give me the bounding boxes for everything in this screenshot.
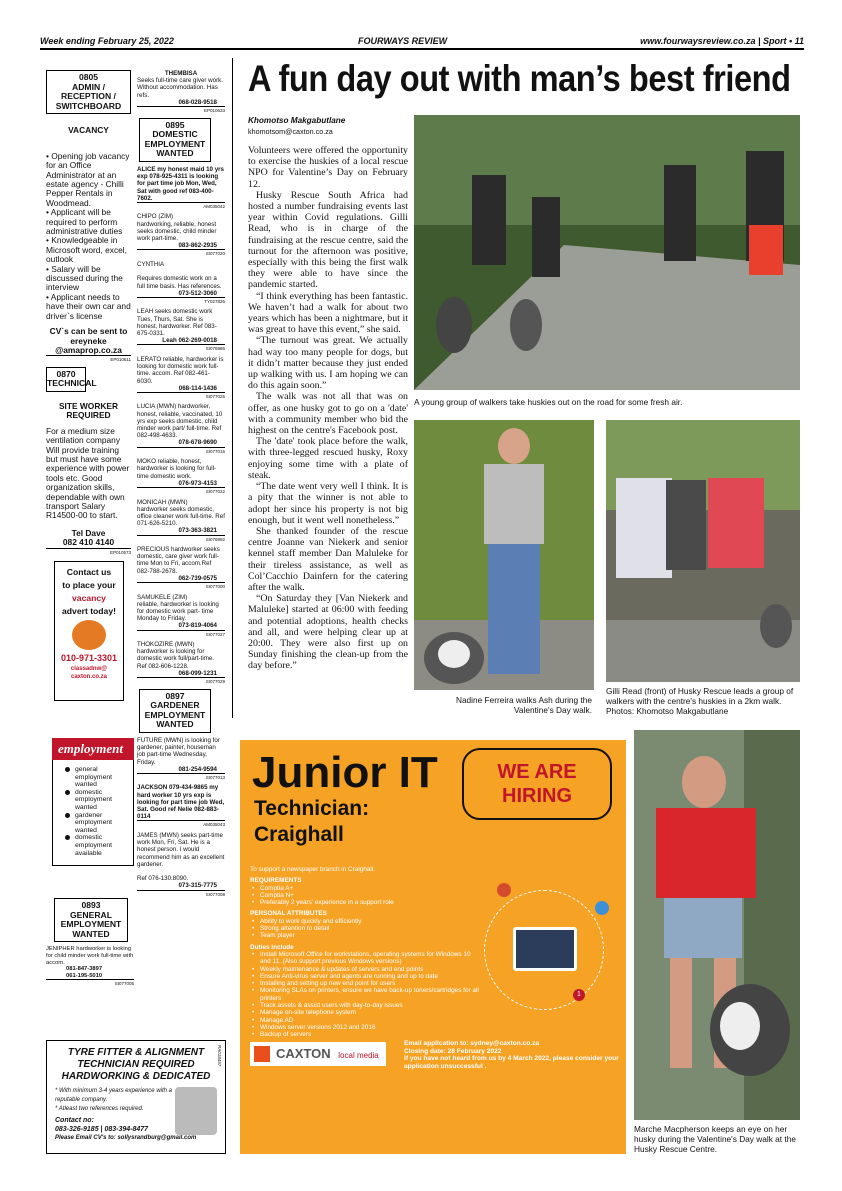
contact-email[interactable]: classadnw@ caxton.co.za	[70, 666, 108, 681]
requirement: • Comptia N+	[250, 892, 480, 899]
article-body	[248, 145, 408, 672]
classified-ad	[137, 832, 225, 897]
contact-box	[54, 561, 124, 701]
jenipher-ad: JENIPHER hardworker is looking for child minder work full-time with accom. 081-847-3897 061-195-5010 SI077005	[46, 946, 134, 987]
ad-text: CHIPO (ZIM) hardworking, reliable, honest seeks domestic, child minder work part-time.	[137, 213, 217, 243]
article-paragraph: “The turnout was great. We actually had way too many people for dogs, but it didn’t matter because they just ended up walking with us. I am hoping we can do this again soon.”	[248, 335, 408, 392]
attribute: • Ability to work quickly and efficiently	[250, 918, 480, 925]
publication-name: FOURWAYS REVIEW	[358, 36, 448, 46]
monitor-icon	[513, 927, 577, 971]
vacancy-bullet: • Salary will be discussed during the interview	[46, 263, 123, 293]
classifieds-col-1	[46, 70, 131, 701]
junior-it-ad	[240, 740, 626, 1154]
vacancy-bullet: • Opening job vacancy for an Office Administrator at an estate agency - Chilli Pepper Rentals in Woodmead.	[46, 150, 130, 208]
ad-ref: SI077013	[137, 773, 225, 781]
tyre-email: Please Email CV's to: sollysrandburg@gmail.com	[55, 1135, 197, 1141]
duties-list	[250, 951, 480, 1039]
application-info	[404, 1040, 624, 1070]
vacancy-ad	[46, 126, 131, 362]
ad-ref: SI077020	[137, 249, 225, 257]
ad-text: PRECIOUS hardworker seeks domestic, care giver work full-time Mon to Fri, accom.Ref 082-788-2678.	[137, 546, 220, 575]
gardener-ads	[137, 737, 225, 897]
ad-text: LERATO reliable, hardworker is looking for domestic work full-time. accom. Ref 082-461-6030.	[137, 355, 224, 385]
photo1-caption: A young group of walkers take huskies out on the road for some fresh air.	[414, 397, 683, 407]
ad-phone: Leah 062-269-0018	[162, 337, 217, 345]
site-worker-title: SITE WORKER REQUIRED	[58, 401, 119, 421]
contact-line: advert today!	[62, 606, 116, 617]
page-section: www.fourwaysreview.co.za | Sport • 11	[640, 36, 804, 46]
tyre-contact-label: Contact no:	[55, 1117, 94, 1124]
duty: • Weekly maintenance & updates of servers and end points	[250, 966, 480, 973]
duty: • Monitoring SLAs on printers, ensure we have back-up toners/cartridges for all printers	[250, 987, 480, 1002]
tyre-phones: 083-326-9185 | 083-394-8477	[55, 1126, 149, 1133]
ad-ref: EP010611	[46, 355, 131, 363]
ad-ref: SI077008	[137, 890, 225, 898]
page-header	[40, 36, 804, 50]
ad-phone: 081-254-9594	[178, 765, 217, 773]
vacancy-title: VACANCY	[68, 125, 109, 136]
article-paragraph: “I think everything has been fantastic. We haven’t had a walk for about two years which has been a nightmare, but it was great to have this event,” she said.	[248, 290, 408, 336]
article-paragraph: She thanked founder of the rescue centre Joanne van Niekerk and senior kennel staff member Dan Maluleke for their tireless assistance, as well as Col’Cacchio Dainfern for the catering after the walk.	[248, 525, 408, 593]
classified-ad	[137, 403, 225, 454]
attributes-list	[250, 918, 480, 940]
globe-icon	[595, 901, 609, 915]
ad-text: JAMES (MWN) seeks part-time work Mon, Fri, Sat. He is a honest person. I would recommend him as an excellent gardener. Ref 076-130.8090.	[137, 831, 225, 883]
ad-ref: AM035043	[137, 820, 225, 828]
logo-sub: local media	[338, 1051, 379, 1060]
photo4-caption: Marche Macpherson keeps an eye on her husky during the Valentine's Day walk at the Husky Rescue Centre.	[634, 1124, 796, 1154]
classified-ad	[137, 213, 225, 257]
duty: • Manage AD	[250, 1017, 480, 1024]
ad-text: JACKSON 079-434-9865 my hard worker 10 yrs exp is looking for part time job Wed, Sat. Good ref Nelie 082-883-0114	[137, 784, 225, 821]
photo3-caption: Gilli Read (front) of Husky Rescue leads a group of walkers with the centre's huskies in a 2km walk. Photos: Khomotso Makgabutlane	[606, 686, 794, 716]
classified-ad	[137, 458, 225, 494]
photo-marche-image	[634, 730, 800, 1120]
ad-phone: 073-363-3821	[178, 527, 217, 535]
ad-ref: SI077015	[137, 447, 225, 455]
ad-text: FUTURE (MWN) is looking for gardener, painter, houseman job part-time Wednesday, Friday.	[137, 736, 220, 766]
ad-text: THOKOZIRE (MWN) hardworker is looking for domestic work full/part-time. Ref 082-606-1228.	[137, 641, 215, 670]
ad-phone: 083-862-2935	[178, 242, 217, 250]
ad-title: Junior IT	[252, 748, 438, 797]
domestic-ads	[137, 166, 225, 685]
requirement: • Comptia A+	[250, 885, 480, 892]
mascot-image	[72, 620, 106, 650]
ad-intro: To support a newspaper branch in Craighall.	[250, 866, 376, 873]
ad-ref: SI077025	[137, 392, 225, 400]
photo-gilli-image	[606, 420, 800, 682]
heading-0897: 0897 GARDENER EMPLOYMENT WANTED	[139, 689, 211, 733]
article-paragraph: The walk was not all that was on offer, as one husky got to go on a 'date' with a community member who bid the highest on the centre's Facebook post.	[248, 391, 408, 437]
tyre-line: * With minimum 3-4 years experience with a reputable company.	[55, 1088, 172, 1103]
classified-ad	[137, 546, 225, 590]
tyre-title: TYRE FITTER & ALIGNMENT TECHNICIAN REQUIRED HARDWORKING & DEDICATED	[61, 1047, 211, 1082]
ad-ref: SI077029	[137, 677, 225, 685]
issue-date: Week ending February 25, 2022	[40, 36, 174, 46]
requirements-list	[250, 885, 480, 907]
gear-icon	[497, 883, 511, 897]
duty: • Backup of servers	[250, 1031, 480, 1038]
ad-details	[250, 866, 480, 1039]
classified-ad	[137, 356, 225, 400]
classified-ad	[137, 166, 225, 210]
photo-group-walkers-image	[414, 115, 800, 390]
duties-title: Duties include	[250, 943, 294, 951]
vacancy-cv: CV`s can be sent to ereyneke @amaprop.co.za	[49, 326, 128, 355]
article-paragraph: “The date went very well I think. It is a pity that the winner is not able to adopt her since his property is not big enough, but it went well nonetheless.”	[248, 481, 408, 526]
ad-phone: 073-512-3060	[178, 289, 217, 297]
column-divider	[232, 58, 233, 718]
classifieds-col-2	[137, 70, 225, 897]
attributes-title: PERSONAL ATTRIBUTES	[250, 910, 327, 918]
ad-text: LEAH seeks domestic work Tues, Thurs, Sat. She is honest, hardworker. Ref 083-675-0331.	[137, 308, 217, 338]
heading-0895: 0895 DOMESTIC EMPLOYMENT WANTED	[139, 118, 211, 162]
heading-0805: 0805 ADMIN / RECEPTION / SWITCHBOARD	[46, 70, 131, 114]
attribute: • Team player	[250, 932, 480, 939]
ad-ref: SI077027	[137, 630, 225, 638]
employment-item: general employment wanted	[67, 766, 129, 789]
contact-phone[interactable]: 010-971-3301	[60, 653, 118, 664]
caxton-logo	[250, 1042, 386, 1066]
closing-date: Closing date: 28 February 2022	[404, 1047, 502, 1055]
heading-0870: 0870 TECHNICAL	[46, 367, 86, 392]
classified-ad	[137, 784, 225, 828]
ad-text: MOKO reliable, honest, hardworker is looking for full- time domestic work.	[137, 458, 217, 480]
ad-phone: 068-099-1231	[178, 669, 217, 677]
article-paragraph: “On Saturday they [Van Niekerk and Maluleke] started at 06:00 with feeding and potential adoptions, health checks and all, and were helping clear up at 20:00. They were also first up on Sunday finishing the clean-up from the day before.”	[248, 593, 408, 672]
ad-phone: 062-739-0575	[178, 574, 217, 582]
ad-ref: TY027826	[137, 297, 225, 305]
thembisa-ad: THEMBISA Seeks full-time care giver work. Without accommodation. Has refs. 068-028-9518 EP010633	[137, 70, 225, 114]
photo2-caption: Nadine Ferreira walks Ash during the Valentine's Day walk.	[455, 695, 592, 715]
classified-ad	[137, 594, 225, 638]
employment-list	[52, 760, 134, 866]
ad-ref: SI077022	[137, 487, 225, 495]
ad-ref: SI076986	[137, 344, 225, 352]
duty: • Windows server versions 2012 and 2016	[250, 1024, 480, 1031]
notification-badge: 1	[573, 989, 585, 1001]
article-headline: A fun day out with man’s best friend	[248, 58, 791, 99]
contact-line: Contact us	[66, 567, 112, 578]
classified-ad	[137, 499, 225, 543]
classified-ad	[137, 308, 225, 352]
ad-phone: 078-678-9690	[178, 439, 217, 447]
ad-text: MONICAH (MWN) hardworker seeks domestic, office cleaner work full-time. Ref 071-626-5210.	[137, 498, 225, 528]
vacancy-bullet: • Applicant needs to have their own car and driver`s license	[46, 291, 131, 321]
employment-item: domestic employment wanted	[67, 789, 129, 812]
byline-name: Khomotso Makgabutlane	[248, 116, 346, 125]
caxton-logo-icon	[254, 1046, 270, 1062]
duty: • Installing and setting up new end point for users	[250, 980, 480, 987]
site-worker-ad	[46, 402, 131, 555]
photo-nadine-image	[414, 420, 594, 690]
classified-ad	[137, 261, 225, 305]
email-line[interactable]: Email application to: sydney@caxton.co.za	[404, 1040, 540, 1047]
classified-ad	[137, 737, 225, 781]
employment-item: gardener employment wanted	[67, 812, 129, 835]
tyre-fitter-image	[175, 1087, 217, 1135]
site-worker-contact: Tel Dave 082 410 4140	[62, 527, 115, 548]
ad-ref: EP010573	[46, 548, 131, 556]
tyre-line: * Atleast two references required.	[55, 1106, 144, 1112]
article-paragraph: Husky Rescue South Africa had hosted a number fundraising events last year within Covid regulations. Gilli Read, who is in charge of the fundraising at the rescue centre, said the turnout for the afternoon was positive, especially with this being the first walk they were able to have since the pandemic started.	[248, 189, 408, 291]
heading-0893: 0893 GENERAL EMPLOYMENT WANTED	[54, 898, 128, 942]
ad-text: LUCIA (MWN) hardworker, honest, reliable, vaccinated, 10 yrs exp seeks domestic, child minder work part/ full-time. Ref 082-498-4633.	[137, 403, 223, 440]
vacancy-bullet: • Applicant will be required to perform administrative duties	[46, 207, 123, 237]
photo-marche	[634, 730, 800, 1120]
vacancy-bullet: • Knowledgeable in Microsoft word, excel, outlook	[46, 235, 127, 265]
ad-phone: 076-973-4153	[178, 479, 217, 487]
contact-line: to place your	[62, 580, 116, 591]
general-employment	[46, 898, 134, 987]
ad-text: CYNTHIA Requires domestic work on a full time basis. Has references.	[137, 260, 222, 290]
employment-banner: employment	[52, 738, 134, 760]
duty: • Ensure Anti-virus server and agents are running and up to date	[250, 973, 480, 980]
employment-section	[52, 738, 134, 866]
ad-phone: 073-819-4064	[178, 622, 217, 630]
photo-gilli	[606, 420, 800, 682]
hiring-badge: WE ARE HIRING	[462, 748, 612, 820]
logo-text: CAXTON	[276, 1046, 331, 1061]
ad-text: ALICE my honest maid 10 yrs exp 078-925-4311 is looking for part time job Mon, Wed, Sat with good ref 083-400-7602.	[137, 165, 224, 202]
classified-ad	[137, 641, 225, 685]
ad-phone: 073-315-7775	[178, 882, 217, 890]
requirements-title: REQUIREMENTS	[250, 877, 302, 885]
contact-line: vacancy	[72, 593, 106, 604]
duty: • Install Microsoft Office for workstations, operating systems for Windows 10 and 11. (Also support previous Windows versions)	[250, 951, 480, 966]
ad-text: SAMUKELE (ZIM) reliable, hardworker is looking for domestic work part- time Monday to Friday.	[137, 593, 219, 623]
byline-email[interactable]: khomotsom@caxton.co.za	[248, 127, 333, 136]
article-paragraph: The 'date' took place before the walk, with three-legged rescued husky, Roxy enjoying some time with a plate of steak.	[248, 436, 408, 481]
attribute: • Strong attention to detail	[250, 925, 480, 932]
ad-ref: SI076992	[137, 535, 225, 543]
ad-phone: 068-114-1436	[178, 384, 217, 392]
tyre-ref: RA018457	[217, 1045, 222, 1067]
duty: • Track assets & assist users with day-to-day issues	[250, 1002, 480, 1009]
site-worker-body: For a medium size ventilation company Will provide training but must have some experience with power tools etc. Good organization skills, dependable with own transport Salary R14500-00 to start.	[46, 425, 130, 521]
note: If you have not heard from us by 4 March 2022, please consider your application unsuccessful .	[404, 1055, 619, 1070]
ad-ref: SI077000	[137, 582, 225, 590]
ad-subtitle: Technician: Craighall	[254, 797, 370, 846]
photo-nadine	[414, 420, 594, 690]
byline	[248, 116, 408, 136]
requirement: • Preferably 2 years' experience in a support role	[250, 899, 480, 906]
tyre-fitter-ad	[46, 1040, 226, 1154]
monitor-illustration	[484, 890, 604, 1010]
photo-group-walkers	[414, 115, 800, 390]
duty: • Manage on-site telephone system	[250, 1009, 480, 1016]
ad-ref: AM035042	[137, 202, 225, 210]
article-paragraph: Volunteers were offered the opportunity to exercise the huskies of a local rescue NPO for Valentine’s Day on February 12.	[248, 145, 408, 190]
employment-item: domestic employment available	[67, 834, 129, 857]
